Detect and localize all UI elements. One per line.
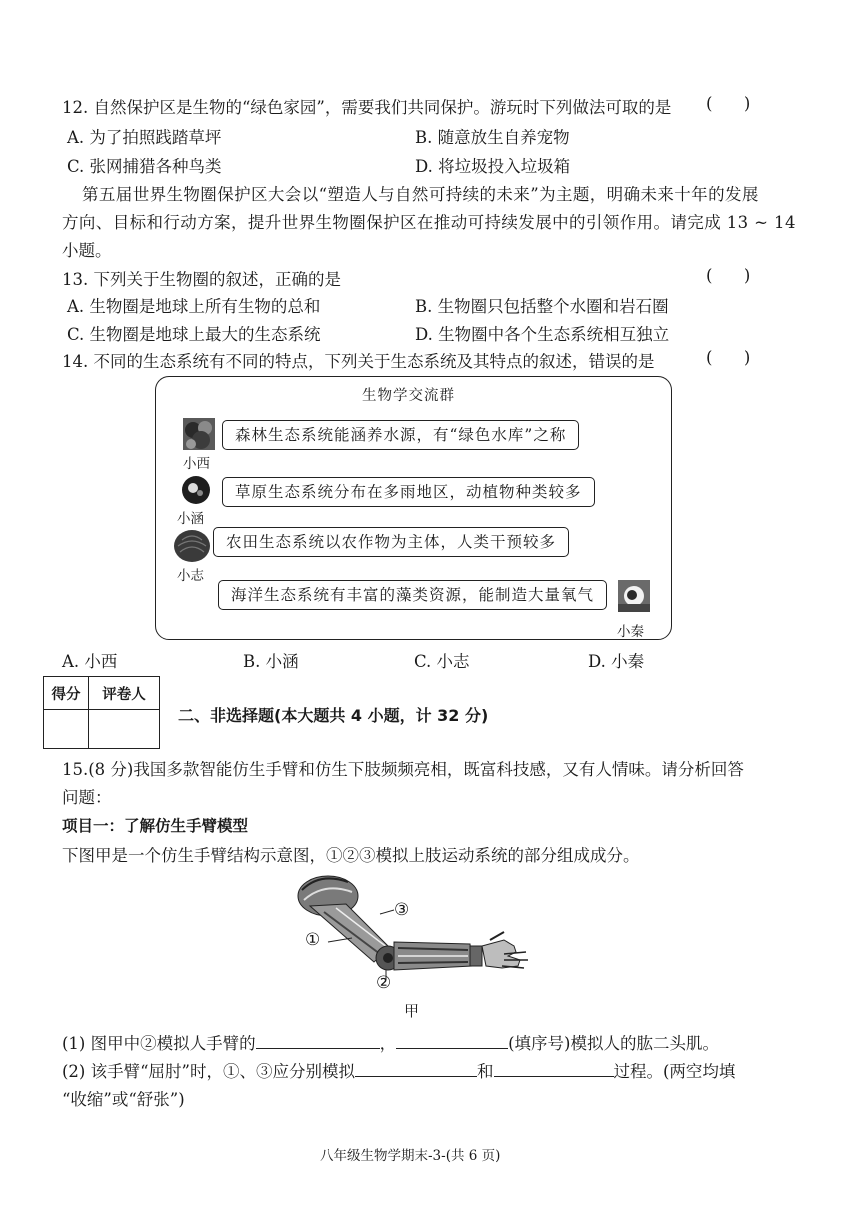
chat-name-1: 小西 — [183, 456, 210, 472]
q13-option-c: C. 生物圈是地球上最大的生态系统 — [67, 325, 321, 344]
avatar-ocean-icon — [618, 580, 650, 612]
q12-option-b: B. 随意放生自养宠物 — [415, 128, 570, 147]
q12-stem: 12. 自然保护区是生物的“绿色家园”，需要我们共同保护。游玩时下列做法可取的是 — [62, 98, 672, 117]
chat-name-2: 小涵 — [177, 511, 204, 527]
q15-sub1-text-c: (填序号)模拟人的肱二头肌。 — [508, 1034, 719, 1053]
q15-sub1-blank-1[interactable] — [256, 1030, 380, 1049]
chat-message-2: 草原生态系统分布在多雨地区，动植物种类较多 — [222, 477, 595, 507]
chat-message-1: 森林生态系统能涵养水源，有“绿色水库”之称 — [222, 420, 579, 450]
q12-option-d: D. 将垃圾投入垃圾箱 — [415, 157, 571, 176]
q15-intro: 下图甲是一个仿生手臂结构示意图，①②③模拟上肢运动系统的部分组成成分。 — [62, 846, 640, 865]
q13-option-d: D. 生物圈中各个生态系统相互独立 — [415, 325, 670, 344]
q15-sub2-blank-1[interactable] — [355, 1058, 477, 1077]
q13-stem: 13. 下列关于生物圈的叙述，正确的是 — [62, 270, 341, 289]
q13-option-a: A. 生物圈是地球上所有生物的总和 — [67, 297, 321, 316]
chat-name-4: 小秦 — [617, 624, 644, 640]
context-line-3: 小题。 — [62, 241, 112, 260]
bionic-arm-figure — [290, 868, 540, 998]
context-line-1: 第五届世界生物圈保护区大会以“塑造人与自然可持续的未来”为主题，明确未来十年的发展 — [82, 185, 759, 204]
score-cell[interactable] — [44, 710, 89, 749]
q15-sub2-text-c: 过程。(两空均填 — [613, 1062, 736, 1081]
q13-answer-paren: ( ) — [706, 266, 751, 285]
arm-label-3: ③ — [394, 900, 410, 920]
q15-sub2-text-a: (2) 该手臂“屈肘”时，①、③应分别模拟 — [62, 1062, 355, 1081]
q14-option-b: B. 小涵 — [243, 652, 299, 671]
score-table — [43, 676, 160, 749]
avatar-leaf-icon — [172, 528, 212, 564]
q13-option-b: B. 生物圈只包括整个水圈和岩石圈 — [415, 297, 669, 316]
q14-option-d: D. 小秦 — [588, 652, 645, 671]
avatar-forest-icon — [183, 418, 215, 450]
grader-header: 评卷人 — [89, 677, 160, 710]
q15-sub2-blank-2[interactable] — [494, 1058, 614, 1077]
chat-title: 生物学交流群 — [362, 388, 455, 404]
q14-option-a: A. 小西 — [62, 652, 118, 671]
q15-sub1 — [62, 1030, 719, 1054]
q12-option-c: C. 张网捕猎各种鸟类 — [67, 157, 222, 176]
figure-caption: 甲 — [404, 1002, 420, 1020]
chat-message-4: 海洋生态系统有丰富的藻类资源，能制造大量氧气 — [218, 580, 607, 610]
q15-sub2-line-2: “收缩”或“舒张”) — [62, 1090, 185, 1109]
arm-label-1: ① — [305, 930, 321, 950]
chat-name-3: 小志 — [177, 568, 204, 584]
avatar-grassland-icon — [180, 474, 212, 506]
q15-sub1-text-a: (1) 图甲中②模拟人手臂的 — [62, 1034, 256, 1053]
q14-option-c: C. 小志 — [414, 652, 470, 671]
q15-project-heading: 项目一：了解仿生手臂模型 — [62, 817, 249, 835]
context-line-2: 方向、目标和行动方案，提升世界生物圈保护区在推动可持续发展中的引领作用。请完成 13 ~ 14 — [62, 213, 796, 232]
q14-stem: 14. 不同的生态系统有不同的特点，下列关于生态系统及其特点的叙述，错误的是 — [62, 352, 655, 371]
section-2-heading: 二、非选择题(本大题共 4 小题，计 32 分) — [178, 706, 489, 725]
score-header: 得分 — [44, 677, 89, 710]
q15-stem-line-1: 15.(8 分)我国多款智能仿生手臂和仿生下肢频频亮相，既富科技感，又有人情味。请分析回答 — [62, 760, 744, 779]
q12-answer-paren: ( ) — [706, 94, 751, 113]
q15-sub2-text-b: 和 — [477, 1062, 494, 1081]
arm-label-2: ② — [376, 973, 392, 993]
q12-option-a: A. 为了拍照践踏草坪 — [67, 128, 222, 147]
grader-cell[interactable] — [89, 710, 160, 749]
page-footer: 八年级生物学期末-3-(共 6 页) — [320, 1148, 501, 1164]
q15-sub1-blank-2[interactable] — [396, 1030, 508, 1049]
q14-answer-paren: ( ) — [706, 348, 751, 367]
q15-sub2 — [62, 1058, 735, 1082]
chat-message-3: 农田生态系统以农作物为主体，人类干预较多 — [213, 527, 569, 557]
q15-stem-line-2: 问题： — [62, 788, 112, 807]
q15-sub1-text-b: ， — [379, 1034, 397, 1053]
